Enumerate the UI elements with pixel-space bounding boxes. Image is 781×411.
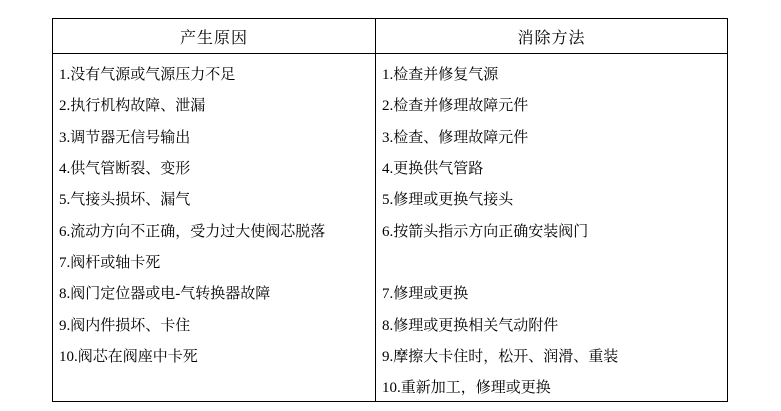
remedy-line: 6.按箭头指示方向正确安装阀门 bbox=[382, 223, 589, 240]
remedy-line: 7.修理或更换 bbox=[382, 286, 469, 303]
cause-line: 2.执行机构故障、泄漏 bbox=[59, 98, 206, 115]
cause-line: 6.流动方向不正确，受力过大使阀芯脱落 bbox=[59, 223, 326, 240]
remedy-line: 9.摩擦大卡住时，松开、润滑、重装 bbox=[382, 348, 619, 365]
remedy-line: 10.重新加工，修理或更换 bbox=[382, 380, 551, 397]
cause-line: 5.气接头损坏、漏气 bbox=[59, 192, 191, 209]
remedies-column-header: 消除方法 bbox=[517, 29, 586, 47]
cause-line: 4.供气管断裂、变形 bbox=[59, 161, 191, 178]
remedies-cell bbox=[376, 54, 727, 401]
cause-line: 7.阀杆或轴卡死 bbox=[59, 254, 161, 271]
cause-line: 10.阀芯在阀座中卡死 bbox=[59, 348, 198, 365]
remedy-line: 4.更换供气管路 bbox=[382, 161, 484, 178]
table-body-row bbox=[53, 54, 727, 401]
causes-column-header: 产生原因 bbox=[53, 19, 376, 53]
fault-causes-remedies-table bbox=[52, 18, 728, 402]
remedy-line bbox=[382, 246, 727, 277]
remedy-line: 2.检查并修理故障元件 bbox=[382, 98, 529, 115]
cause-line: 3.调节器无信号输出 bbox=[59, 129, 191, 146]
remedy-line: 3.检查、修理故障元件 bbox=[382, 129, 529, 146]
remedy-line: 1.检查并修复气源 bbox=[382, 67, 499, 84]
table-header-row bbox=[53, 19, 727, 54]
cause-line: 1.没有气源或气源压力不足 bbox=[59, 67, 236, 84]
cause-line: 8.阀门定位器或电-气转换器故障 bbox=[59, 286, 271, 303]
causes-cell bbox=[53, 54, 376, 401]
remedy-line: 8.修理或更换相关气动附件 bbox=[382, 317, 559, 334]
remedy-line: 5.修理或更换气接头 bbox=[382, 192, 514, 209]
cause-line bbox=[59, 371, 375, 401]
cause-line: 9.阀内件损坏、卡住 bbox=[59, 317, 191, 334]
